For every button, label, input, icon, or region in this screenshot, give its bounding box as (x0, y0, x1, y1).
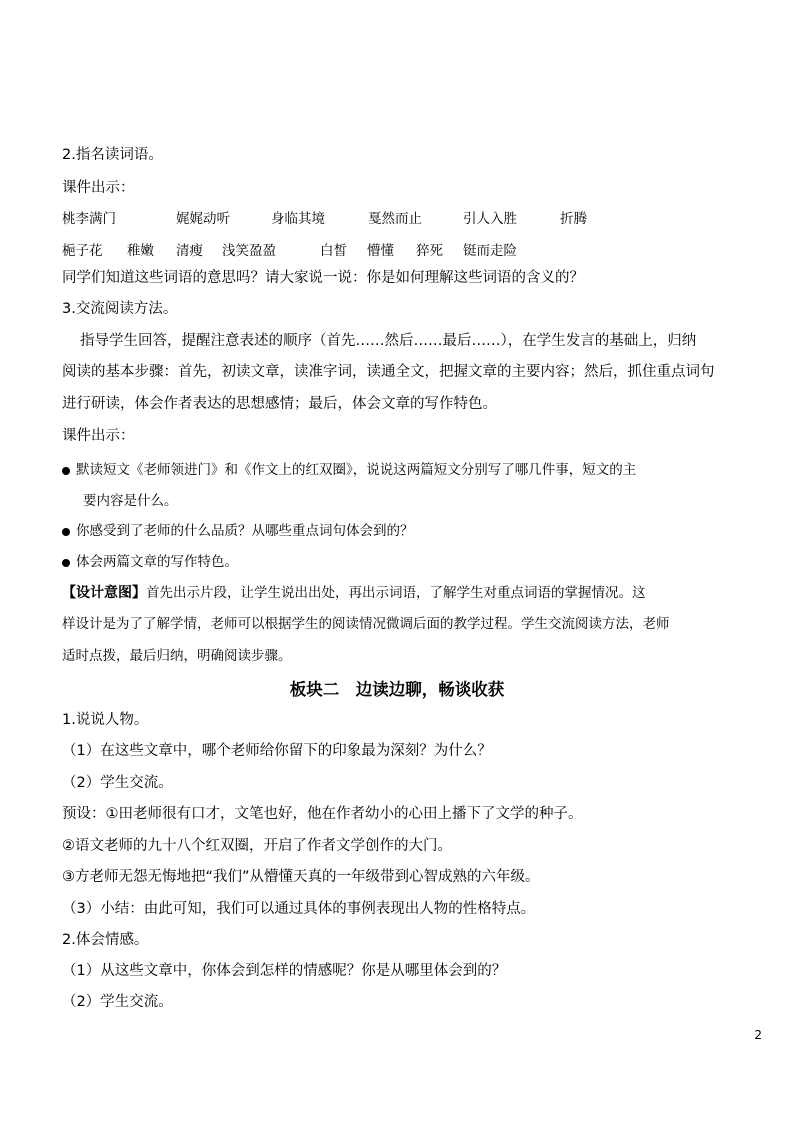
word: 猝死 (416, 243, 443, 259)
courseware-label: 课件出示： (62, 180, 135, 196)
word: 梔子花 (62, 243, 103, 259)
page-number: 2 (754, 1028, 762, 1042)
preset-answer: ③方老师无怨无悔地把“我们”从懵懂天真的一年级带到心智成熟的六年级。 (62, 869, 540, 885)
bullet-dot-icon (62, 467, 70, 475)
design-intent-line: 适时点拨，最后归纳，明确阅读步骤。 (62, 648, 292, 664)
bullet-item: 你感受到了老师的什么品质？从哪些重点词句体会到的？ (62, 519, 414, 539)
preset-answer: 预设：①田老师很有口才，文笔也好，他在作者幼小的心田上播下了文学的种子。 (62, 806, 583, 822)
word: 稚嫩 (127, 243, 154, 259)
word: 戛然而止 (368, 211, 422, 227)
word: 懵懂 (367, 243, 394, 259)
bullet-dot-icon (62, 528, 70, 536)
question: 同学们知道这些词语的意思吗？请大家说一说：你是如何理解这些词语的含义的？ (62, 270, 584, 286)
part2-title: 2.体会情感。 (62, 932, 149, 948)
word: 引人入胜 (463, 211, 517, 227)
paragraph-line: 进行研读，体会作者表达的思想感情；最后，体会文章的写作特色。 (62, 396, 497, 412)
bullet-item: 默读短文《老师领进门》和《作文上的红双圈》，说说这两篇短文分别写了哪几件事，短文的主 (62, 458, 636, 478)
courseware-label: 课件出示： (62, 428, 135, 444)
word: 铤而走险 (463, 243, 517, 259)
bullet-item: 体会两篇文章的写作特色。 (62, 550, 238, 570)
word: 身临其境 (271, 211, 325, 227)
part2-question: （1）从这些文章中，你体会到怎样的情感呢？你是从哪里体会到的？ (62, 963, 507, 979)
part2-question: （2）学生交流。 (62, 994, 173, 1010)
summary: （3）小结：由此可知，我们可以通过具体的事例表现出人物的性格特点。 (62, 901, 536, 917)
word: 清瘦 (176, 243, 203, 259)
step3-title: 3.交流阅读方法。 (62, 301, 178, 317)
part1-title: 1.说说人物。 (62, 712, 149, 728)
part1-question: （1）在这些文章中，哪个老师给你留下的印象最为深刻？为什么？ (62, 743, 492, 759)
part1-question: （2）学生交流。 (62, 775, 173, 791)
word: 娓娓动听 (176, 211, 230, 227)
step2-title: 2.指名读词语。 (62, 147, 163, 163)
word: 浅笑盈盈 (222, 243, 276, 259)
section-heading: 板块二 边读边聊，畅谈收获 (289, 680, 505, 699)
design-intent-tag: 【设计意图】 (62, 585, 146, 601)
bullet-item-continuation: 要内容是什么。 (83, 493, 178, 509)
paragraph-line: 指导学生回答，提醒注意表述的顺序（首先……然后……最后……），在学生发言的基础上，归纳 (80, 333, 697, 349)
word: 白皙 (320, 243, 347, 259)
preset-answer: ②语文老师的九十八个红双圈，开启了作者文学创作的大门。 (62, 838, 452, 854)
design-intent: 【设计意图】首先出示片段，让学生说出出处，再出示词语，了解学生对重点词语的掌握情况。这 (62, 585, 646, 601)
word: 桃李满门 (62, 211, 116, 227)
bullet-dot-icon (62, 559, 70, 567)
word: 折腾 (560, 211, 587, 227)
design-intent-line: 样设计是为了了解学情，老师可以根据学生的阅读情况微调后面的教学过程。学生交流阅读方法，老师 (62, 616, 670, 632)
paragraph-line: 阅读的基本步骤：首先，初读文章，读准字词，读通全文，把握文章的主要内容；然后，抓住重点词句 (62, 364, 715, 380)
